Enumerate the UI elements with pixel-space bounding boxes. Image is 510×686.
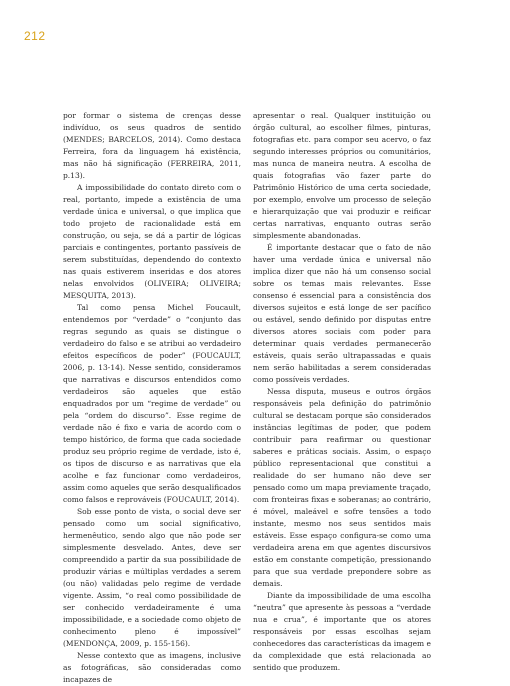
paragraph: Nesse contexto que as imagens, inclusive as fotográficas, são consideradas como incapazes de — [63, 651, 241, 684]
paragraph: Diante da impossibilidade de uma escolha “neutra” que apresente às pessoas a “verdade nua e crua”, é importante que os atores responsáveis por essas escolhas sejam conhecedores das características da imagem e da complexidade que está relacionada ao sentido que produzem. — [253, 591, 431, 672]
paragraph: A impossibilidade do contato direto com o real, portanto, impede a existência de uma verdade única e universal, o que implica que todo projeto de racionalidade está em construção, ou seja, se dá a partir de lógicas parciais e contingentes, portanto passíveis de serem substituídas, dependendo do contexto nas quais estiverem inseridas e dos atores nelas envolvidos (OLIVEIRA; OLIVEIRA; MESQUITA, 2013). — [63, 183, 241, 300]
paragraph: Nessa disputa, museus e outros órgãos responsáveis pela definição do patrimônio cultural se destacam porque são considerados instâncias legítimas de poder, que podem contribuir para reafirmar ou questionar saberes e práticas sociais. Assim, o espaço público representacional que constitui a realidade do ser humano não deve ser pensado como um mapa previamente traçado, com fronteiras fixas e soberanas; ao contrário, é móvel, maleável e sofre tensões a todo instante, mesmo nos seus sentidos mais estáveis. Esse espaço configura-se como uma verdadeira arena em que agentes discursivos estão em constante competição, pressionando para que sua verdade preponderе sobre as demais. — [253, 387, 431, 588]
paragraph: Tal como pensa Michel Foucault, entendemos por “verdade” o “conjunto das regras segundo as quais se distingue o verdadeiro do falso e se atribui ao verdadeiro efeitos específicos de poder” (FOUCAULT, 2006, p. 13-14). Nesse sentido, consideramos que narrativas e discursos entendidos como verdadeiros são aqueles que estão enquadrados por um “regime de verdade” ou pela “ordem do discurso”. Esse regime de verdade não é fixo e varia de acordo com o tempo histórico, de forma que cada sociedade produz seu próprio regime de verdade, isto é, os tipos de discurso e as narrativas que ela acolhe e faz funcionar como verdadeiros, assim como aqueles que serão desqualificados como falsos e reprováveis (FOUCAULT, 2014). — [63, 303, 241, 504]
right-column — [253, 110, 431, 674]
left-column — [63, 110, 241, 686]
paragraph: apresentar o real. Qualquer instituição ou órgão cultural, ao escolher filmes, pinturas, fotografias etc. para compor seu acervo, o faz segundo interesses próprios ou comunitários, mas nunca de maneira neutra. A escolha de quais fotografias vão fazer parte do Patrimônio Histórico de uma certa sociedade, por exemplo, envolve um processo de seleção e hierarquização que vai produzir e reificar certas narrativas, enquanto outras serão simplesmente abandonadas. — [253, 111, 431, 240]
paragraph: Sob esse ponto de vista, o social deve ser pensado como um social significativo, hermenêutico, sendo algo que não pode ser simplesmente desvelado. Antes, deve ser compreendido a partir da sua possibilidade de produzir várias e múltiplas verdades a serem (ou não) validadas pelo regime de verdade vigente. Assim, “o real como possibilidade de ser conhecido verdadeiramente é uma impossibilidade, e a sociedade como objeto de conhecimento pleno é impossível” (MENDONÇA, 2009, p. 155-156). — [63, 507, 241, 648]
paragraph: por formar o sistema de crenças desse indivíduo, os seus quadros de sentido (MENDES; BARCELOS, 2014). Como destaca Ferreira, fora da linguagem há existência, mas não há significação (FERREIRA, 2011, p.13). — [63, 111, 241, 180]
page-number: 212 — [24, 29, 46, 43]
paragraph: É importante destacar que o fato de não haver uma verdade única e universal não implica dizer que não há um consenso social sobre os temas mais relevantes. Esse consenso é essencial para a consistência dos diversos sujeitos e está longe de ser pacífico ou estável, sendo definido por disputas entre diversos atores sociais com poder para determinar quais verdades permanecerão estáveis, quais serão ultrapassadas e quais nem serão habilitadas a serem consideradas como possíveis verdades. — [253, 243, 431, 384]
